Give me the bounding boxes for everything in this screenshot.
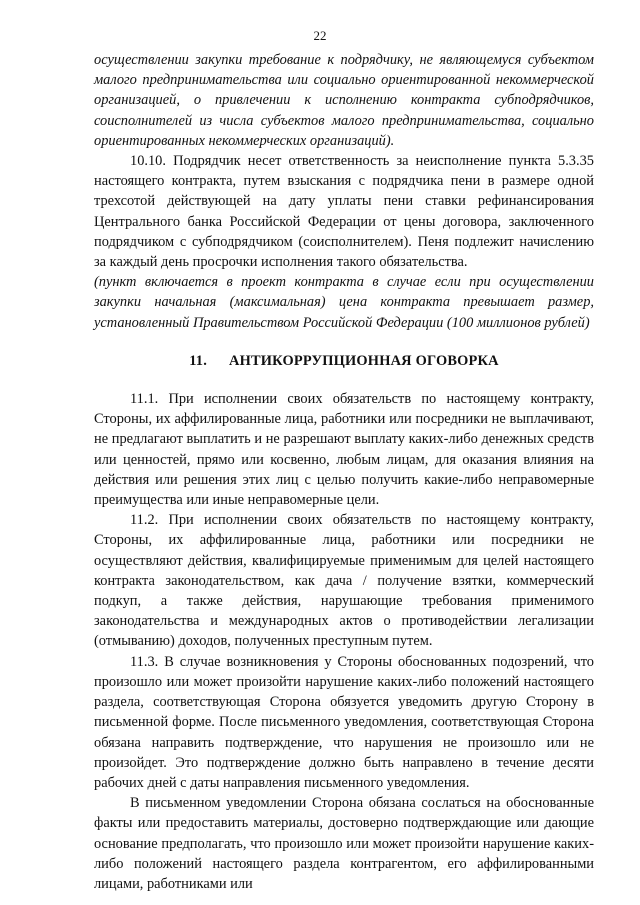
paragraph-10-10-note: (пункт включается в проект контракта в случае если при осуществлении закупки начальная (максимальная) цена контракта превышает размер, установленный Правительством Российской Федерации (100 миллионов рублей): [94, 274, 594, 331]
section-number: 11.: [189, 352, 207, 369]
paragraph-11-3-continued: В письменном уведомлении Сторона обязана сослаться на обоснованные факты или предоставить материалы, достоверно подтверждающие или дающие основание предполагать, что произошло или может произойти нарушение каких-либо положений настоящего раздела контрагентом, его аффилированными лицами, работниками или: [94, 795, 594, 892]
intro-italic-paragraph: осуществлении закупки требование к подрядчику, не являющемуся субъектом малого предпринимательства или социально ориентированной некоммерческой организацией, о привлечении к исполнению контракта субподрядчиков, соисполнителей из числа субъектов малого предпринимательства, социально ориентированных некоммерческих организаций).: [94, 52, 594, 149]
document-body: [94, 50, 594, 894]
section-heading: [94, 351, 594, 371]
section-title: АНТИКОРРУПЦИОННАЯ ОГОВОРКА: [229, 352, 499, 369]
paragraph-10-10: 10.10. Подрядчик несет ответственность за неисполнение пункта 5.3.35 настоящего контракта, путем взыскания с подрядчика пени в размере одной трехсотой действующей на дату уплаты пени ставки рефинансирования Центрального банка Российской Федерации от цены договора, заключенного подрядчиком с субподрядчиком (соисполнителем). Пеня подлежит начислению за каждый день просрочки исполнения такого обязательства.: [94, 153, 594, 271]
page-number: 22: [313, 28, 327, 43]
paragraph-11-1: 11.1. При исполнении своих обязательств по настоящему контракту, Стороны, их аффилированные лица, работники или посредники не выплачивают, не предлагают выплатить и не разрешают выплату каких-либо денежных средств или ценностей, прямо или косвенно, любым лицам, для оказания влияния на действия или решения этих лиц с целью получить какие-либо неправомерные преимущества или иные неправомерные цели.: [94, 391, 594, 509]
paragraph-11-3: 11.3. В случае возникновения у Стороны обоснованных подозрений, что произошло или может произойти нарушение каких-либо положений настоящего раздела, соответствующая Сторона обязуется уведомить другую Сторону в письменной форме. После письменного уведомления, соответствующая Сторона обязана направить подтверждение, что нарушения не произошло или не произойдет. Это подтверждение должно быть направлено в течение десяти рабочих дней с даты направления письменного уведомления.: [94, 653, 594, 791]
paragraph-11-2: 11.2. При исполнении своих обязательств по настоящему контракту, Стороны, их аффилированные лица, работники или посредники не осуществляют действия, квалифицируемые применимым для целей настоящего контракта законодательством, как дача / получение взятки, коммерческий подкуп, а также действия, нарушающие требования применимого законодательства и международных актов о противодействии легализации (отмыванию) доходов, полученных преступным путем.: [94, 512, 594, 650]
